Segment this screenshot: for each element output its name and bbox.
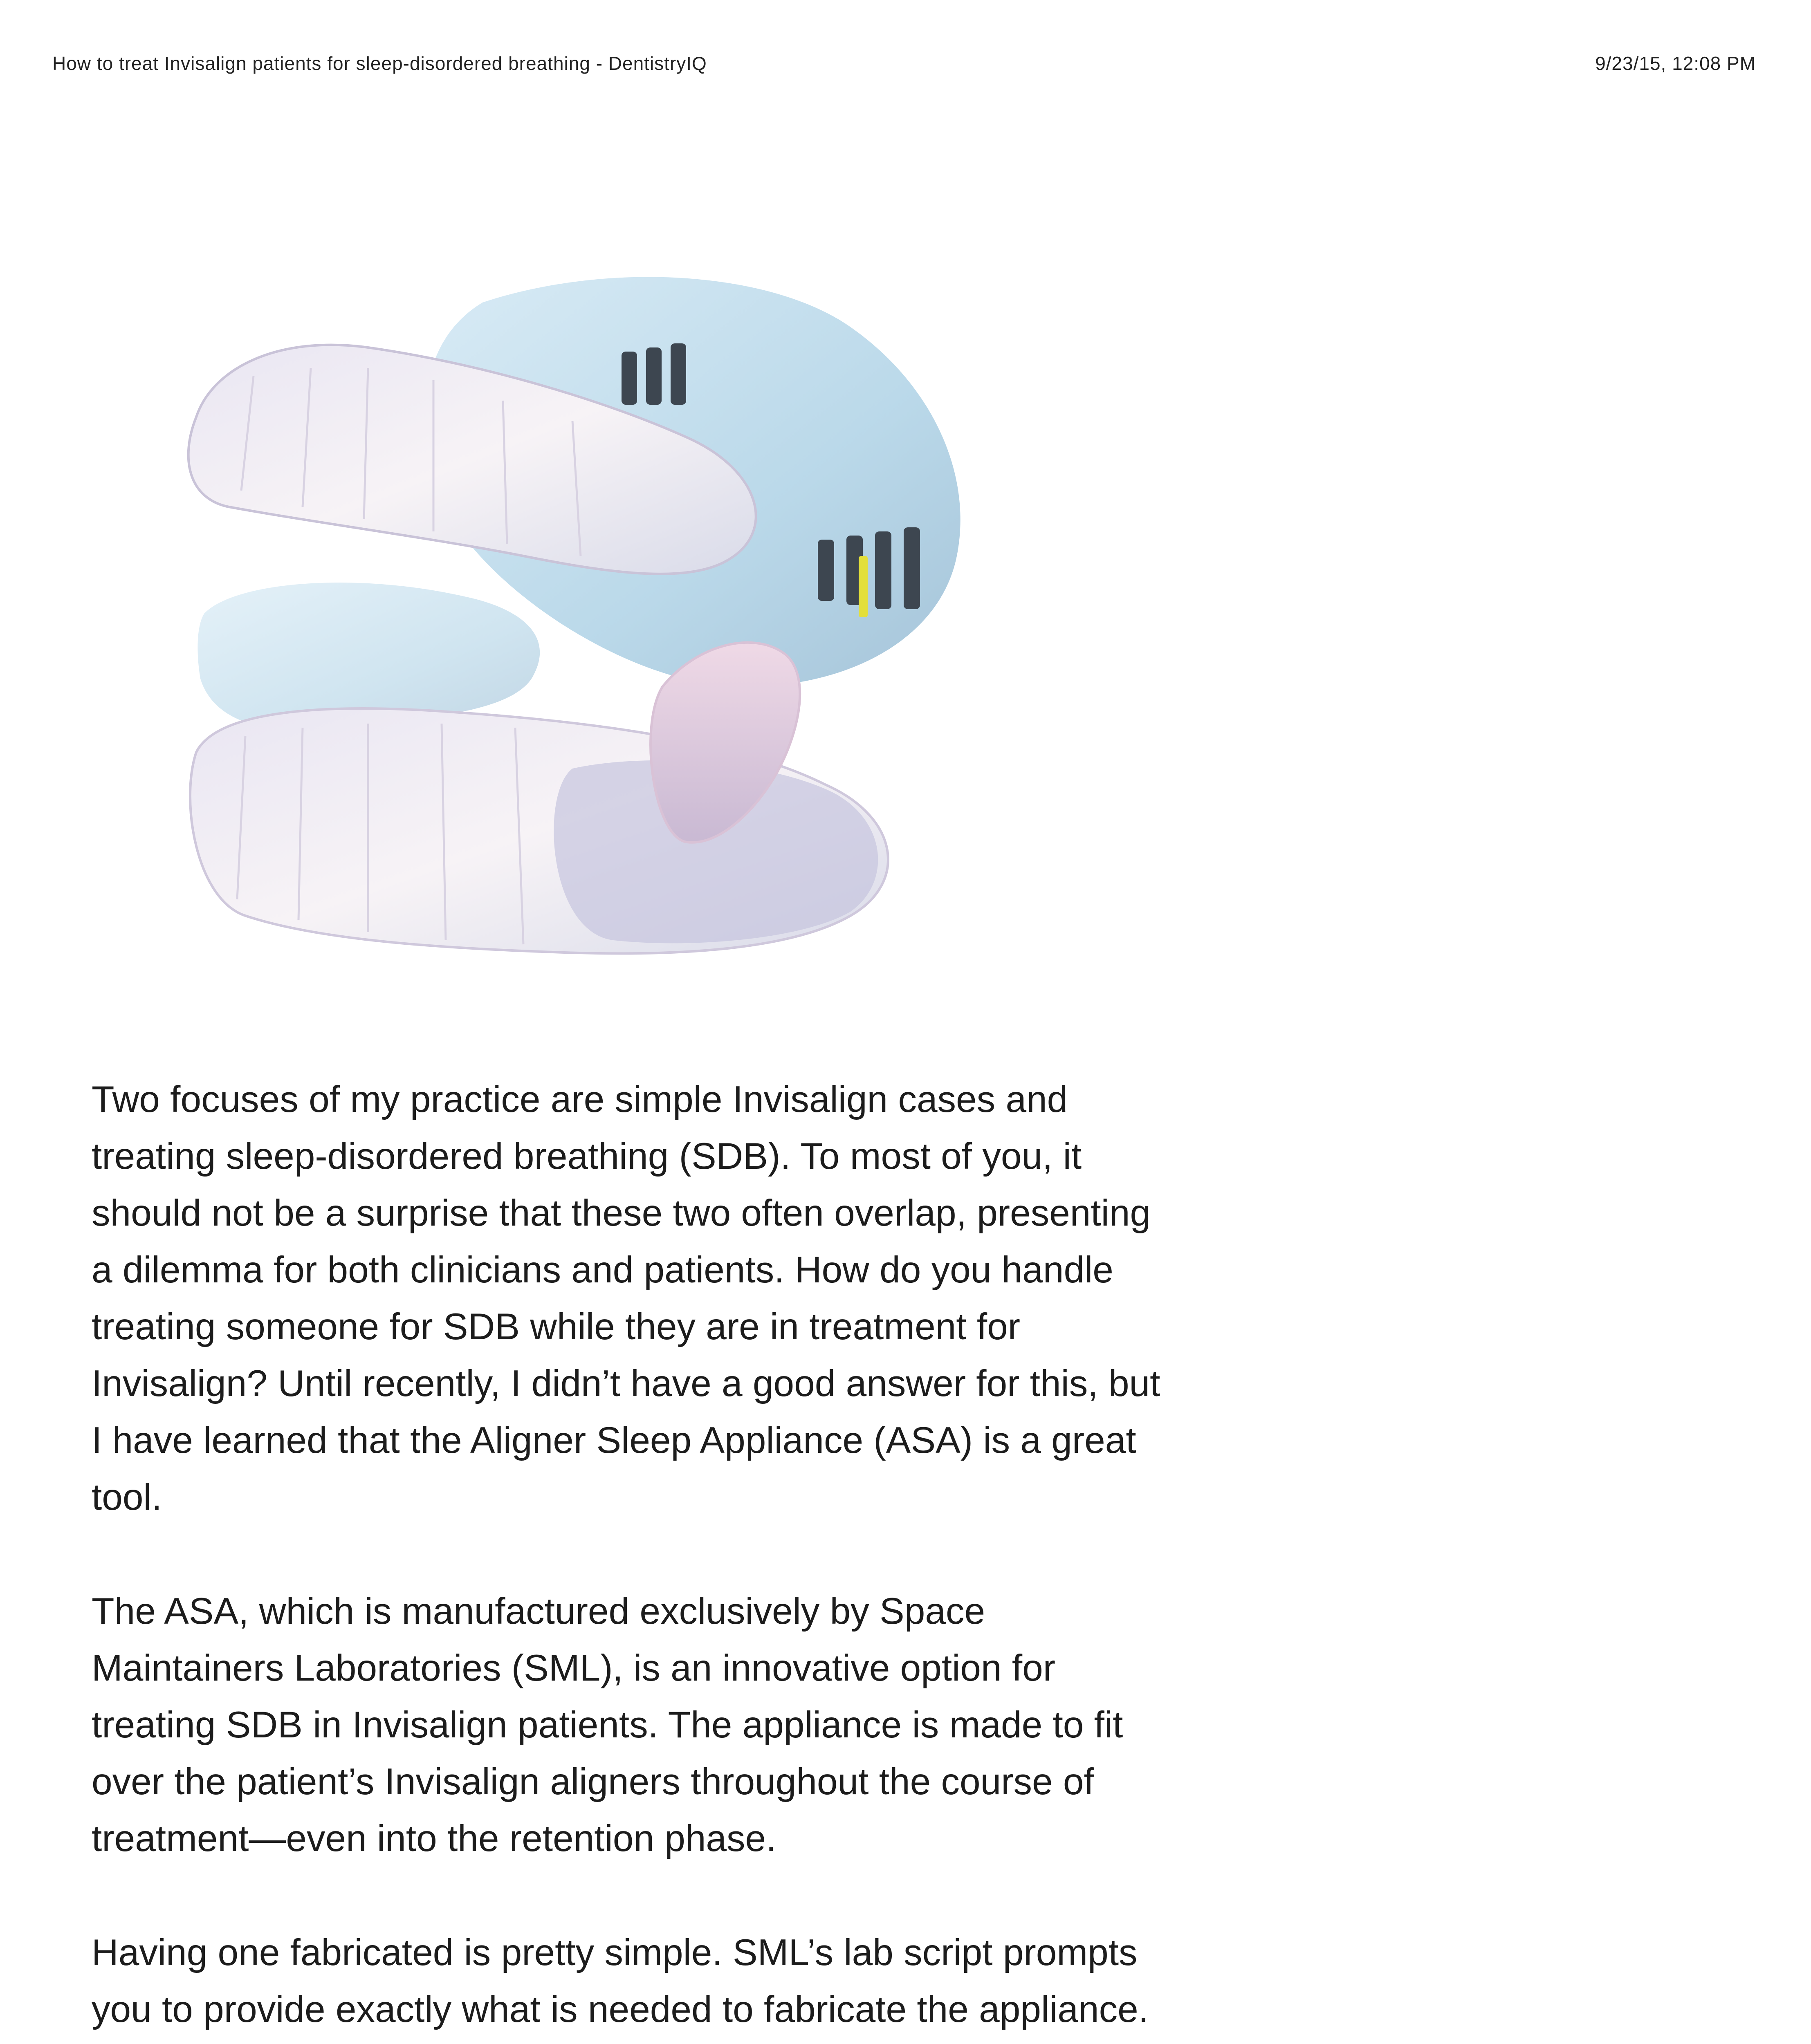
article-paragraph: Two focuses of my practice are simple Invisalign cases and treating sleep-disordered breathing (SDB). To most of you, it should not be a surprise that these two often overlap, presenting a dilemma for both clinicians and patients. How do you handle treating someone for SDB while they are in treatment for Invisalign? Until recently, I didn’t have a good answer for this, but I have learned that the Aligner Sleep Appliance (ASA) is a great tool. <box>92 1079 1160 1518</box>
page-header-datetime: 9/23/15, 12:08 PM <box>1595 53 1756 74</box>
article-body <box>92 1071 1163 2044</box>
yellow-marker <box>859 556 868 617</box>
article-paragraph: Having one fabricated is pretty simple. SML’s lab script prompts you to provide exactly what is needed to fabricate the appliance. <box>92 1932 1149 2030</box>
aligner-sleep-appliance-photo <box>155 245 1096 1022</box>
article-paragraph: The ASA, which is manufactured exclusively by Space Maintainers Laboratories (SML), is an innovative option for treating SDB in Invisalign patients. The appliance is made to fit over the patient’s Invisalign aligners throughout the course of treatment—even into the retention phase. <box>92 1591 1123 1859</box>
page-header-title: How to treat Invisalign patients for sleep-disordered breathing - DentistryIQ <box>52 53 707 74</box>
